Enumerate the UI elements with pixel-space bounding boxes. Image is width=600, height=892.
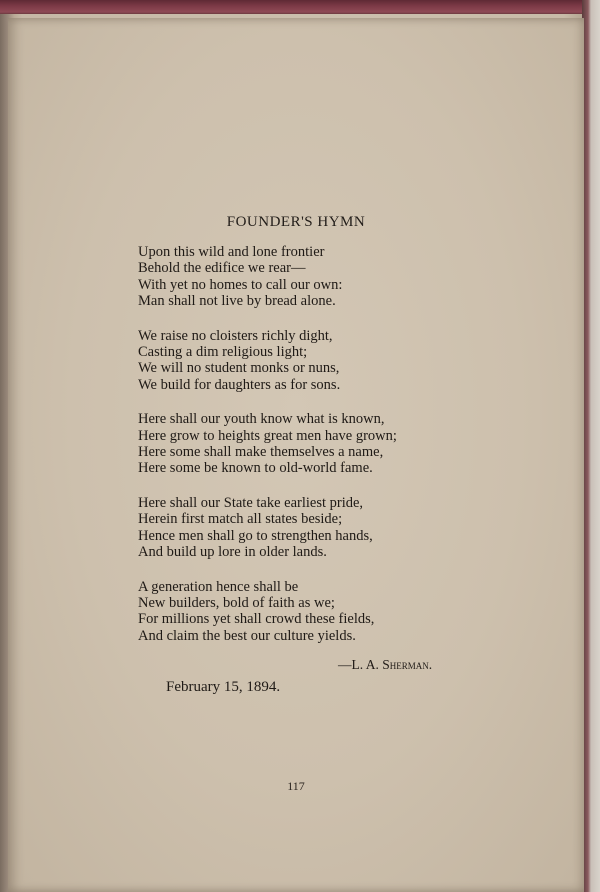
stanza-5 <box>138 579 558 645</box>
poem-line: Here shall our State take earliest pride, <box>138 494 364 511</box>
poem-line: Here shall our youth know what is known, <box>138 411 385 428</box>
poem-line: With yet no homes to call our own: <box>138 276 343 293</box>
poem-title: FOUNDER'S HYMN <box>226 214 366 230</box>
stanza-2 <box>138 328 558 394</box>
stanza-3 <box>138 411 558 477</box>
poem-line: A generation hence shall be <box>138 578 299 595</box>
poem-line: New builders, bold of faith as we; <box>138 594 335 611</box>
poem-line: Here some shall make themselves a name, <box>138 444 384 461</box>
page-number: 117 <box>287 779 305 793</box>
poem-line: Man shall not live by bread alone. <box>138 293 336 310</box>
poem-line: And claim the best our culture yields. <box>138 627 356 644</box>
signature-surname: Sherman. <box>382 657 433 672</box>
poem-line: We will no student monks or nuns, <box>138 360 340 377</box>
poem-body <box>138 244 558 662</box>
poem-date: February 15, 1894. <box>166 679 281 695</box>
poem-line: Herein first match all states beside; <box>138 511 343 528</box>
poem-line: Behold the edifice we rear— <box>138 260 306 277</box>
book-cover-top-edge <box>0 0 600 14</box>
poem-line: Here grow to heights great men have grown; <box>138 427 397 444</box>
page-sheet <box>8 18 584 892</box>
book-cover-right-edge <box>582 0 600 892</box>
stanza-4 <box>138 495 558 561</box>
poem-line: Hence men shall go to strengthen hands, <box>138 527 373 544</box>
poem-line: We raise no cloisters richly dight, <box>138 327 333 344</box>
poem-line: And build up lore in older lands. <box>138 544 327 561</box>
poem-line: Upon this wild and lone frontier <box>138 244 325 260</box>
author-signature <box>338 657 432 673</box>
signature-initials: —L. A. <box>338 657 383 672</box>
stanza-1 <box>138 244 558 310</box>
poem-line: For millions yet shall crowd these fields, <box>138 611 375 628</box>
poem-line: We build for daughters as for sons. <box>138 376 341 393</box>
poem-line: Casting a dim religious light; <box>138 344 308 361</box>
poem-line: Here some be known to old-world fame. <box>138 460 373 477</box>
